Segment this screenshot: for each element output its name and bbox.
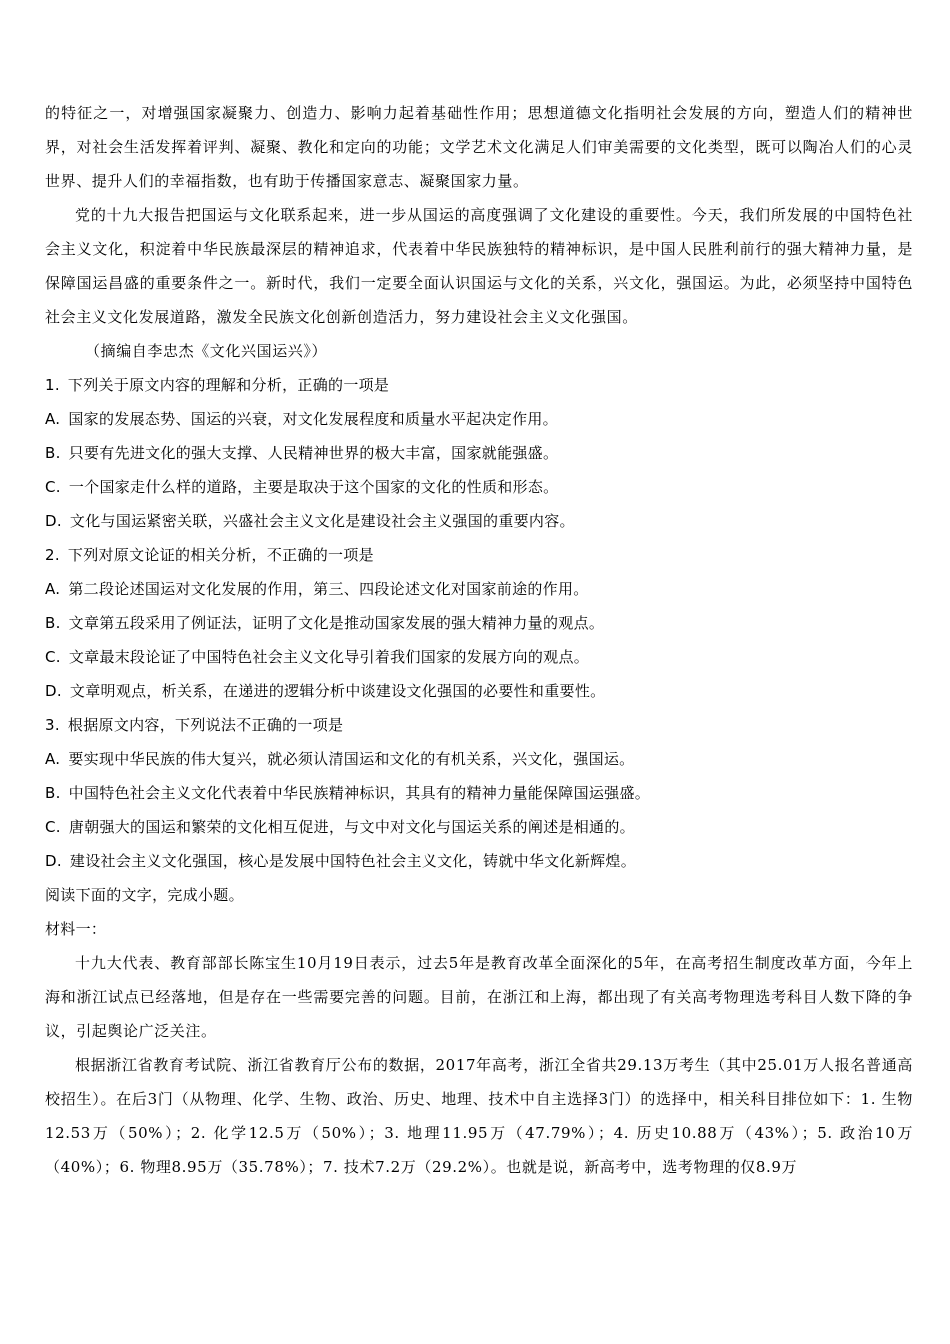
material-paragraph: 十九大代表、教育部部长陈宝生10月19日表示，过去5年是教育改革全面深化的5年，在高考招生制度改革方面，今年上海和浙江试点已经落地，但是存在一些需要完善的问题。目前，在浙江和上海，都出现了有关高考物理选考科目人数下降的争议，引起舆论广泛关注。 bbox=[45, 954, 913, 1040]
option-b bbox=[45, 436, 913, 470]
option-key: D. bbox=[45, 682, 62, 700]
question-stem bbox=[45, 368, 913, 402]
material-label: 材料一： bbox=[45, 920, 107, 938]
question-text: 根据原文内容，下列说法不正确的一项是 bbox=[67, 716, 344, 734]
document-page bbox=[45, 96, 913, 1184]
option-key: B. bbox=[45, 784, 61, 802]
option-a bbox=[45, 402, 913, 436]
option-d bbox=[45, 674, 913, 708]
passage-paragraph: 党的十九大报告把国运与文化联系起来，进一步从国运的高度强调了文化建设的重要性。今天，我们所发展的中国特色社会主义文化，积淀着中华民族最深层的精神追求，代表着中华民族独特的精神标识，是中国人民胜利前行的强大精神力量，是保障国运昌盛的重要条件之一。新时代，我们一定要全面认识国运与文化的关系，兴文化，强国运。为此，必须坚持中国特色社会主义文化发展道路，激发全民族文化创新创造活力，努力建设社会主义文化强国。 bbox=[45, 206, 913, 326]
option-key: D. bbox=[45, 852, 62, 870]
material-paragraph: 根据浙江省教育考试院、浙江省教育厅公布的数据，2017年高考，浙江全省共29.13万考生（其中25.01万人报名普通高校招生）。在后3门（从物理、化学、生物、政治、历史、地理、技术中自主选择3门）的选择中，相关科目排位如下：1. 生物12.53万（50%）；2. 化学12.5万（50%）；3. 地理11.95万（47.79%）；4. 历史10.88万（43%）；5. 政治10万（40%）；6. 物理8.95万（35.78%）；7. 技术7.2万（29.2%）。也就是说，新高考中，选考物理的仅8.9万 bbox=[45, 1056, 913, 1176]
option-c bbox=[45, 810, 913, 844]
option-a bbox=[45, 572, 913, 606]
question-stem bbox=[45, 708, 913, 742]
option-text: 国家的发展态势、国运的兴衰，对文化发展程度和质量水平起决定作用。 bbox=[68, 410, 558, 428]
question-text: 下列关于原文内容的理解和分析，正确的一项是 bbox=[67, 376, 390, 394]
option-text: 要实现中华民族的伟大复兴，就必须认清国运和文化的有机关系，兴文化，强国运。 bbox=[68, 750, 635, 768]
option-key: C. bbox=[45, 648, 61, 666]
passage-source: （摘编自李忠杰《文化兴国运兴》） bbox=[85, 342, 328, 360]
option-text: 文章最末段论证了中国特色社会主义文化导引着我们国家的发展方向的观点。 bbox=[68, 648, 590, 666]
question-number: 3. bbox=[45, 716, 60, 734]
option-key: A. bbox=[45, 410, 61, 428]
question-3 bbox=[45, 708, 913, 878]
option-text: 文化与国运紧密关联，兴盛社会主义文化是建设社会主义强国的重要内容。 bbox=[69, 512, 575, 530]
question-1 bbox=[45, 368, 913, 538]
option-d bbox=[45, 844, 913, 878]
option-key: D. bbox=[45, 512, 62, 530]
question-number: 2. bbox=[45, 546, 60, 564]
option-key: C. bbox=[45, 818, 61, 836]
question-stem bbox=[45, 538, 913, 572]
option-c bbox=[45, 640, 913, 674]
option-b bbox=[45, 606, 913, 640]
option-b bbox=[45, 776, 913, 810]
option-text: 中国特色社会主义文化代表着中华民族精神标识，其具有的精神力量能保障国运强盛。 bbox=[68, 784, 651, 802]
option-text: 建设社会主义文化强国，核心是发展中国特色社会主义文化，铸就中华文化新辉煌。 bbox=[69, 852, 637, 870]
question-text: 下列对原文论证的相关分析，不正确的一项是 bbox=[67, 546, 374, 564]
question-number: 1. bbox=[45, 376, 60, 394]
option-text: 文章明观点，析关系，在递进的逻辑分析中谈建设文化强国的必要性和重要性。 bbox=[69, 682, 606, 700]
option-key: C. bbox=[45, 478, 61, 496]
option-text: 一个国家走什么样的道路，主要是取决于这个国家的文化的性质和形态。 bbox=[68, 478, 559, 496]
passage-paragraph: 的特征之一，对增强国家凝聚力、创造力、影响力起着基础性作用；思想道德文化指明社会发展的方向，塑造人们的精神世界，对社会生活发挥着评判、凝聚、教化和定向的功能；文学艺术文化满足人们审美需要的文化类型，既可以陶冶人们的心灵世界、提升人们的幸福指数，也有助于传播国家意志、凝聚国家力量。 bbox=[45, 104, 913, 190]
option-key: A. bbox=[45, 580, 61, 598]
option-text: 只要有先进文化的强大支撑、人民精神世界的极大丰富，国家就能强盛。 bbox=[68, 444, 559, 462]
option-text: 唐朝强大的国运和繁荣的文化相互促进，与文中对文化与国运关系的阐述是相通的。 bbox=[68, 818, 635, 836]
option-key: B. bbox=[45, 444, 61, 462]
reading-instruction: 阅读下面的文字，完成小题。 bbox=[45, 886, 244, 904]
option-a bbox=[45, 742, 913, 776]
option-d bbox=[45, 504, 913, 538]
option-text: 第二段论述国运对文化发展的作用，第三、四段论述文化对国家前途的作用。 bbox=[68, 580, 589, 598]
question-2 bbox=[45, 538, 913, 708]
option-key: B. bbox=[45, 614, 61, 632]
option-key: A. bbox=[45, 750, 61, 768]
option-text: 文章第五段采用了例证法，证明了文化是推动国家发展的强大精神力量的观点。 bbox=[68, 614, 605, 632]
option-c bbox=[45, 470, 913, 504]
